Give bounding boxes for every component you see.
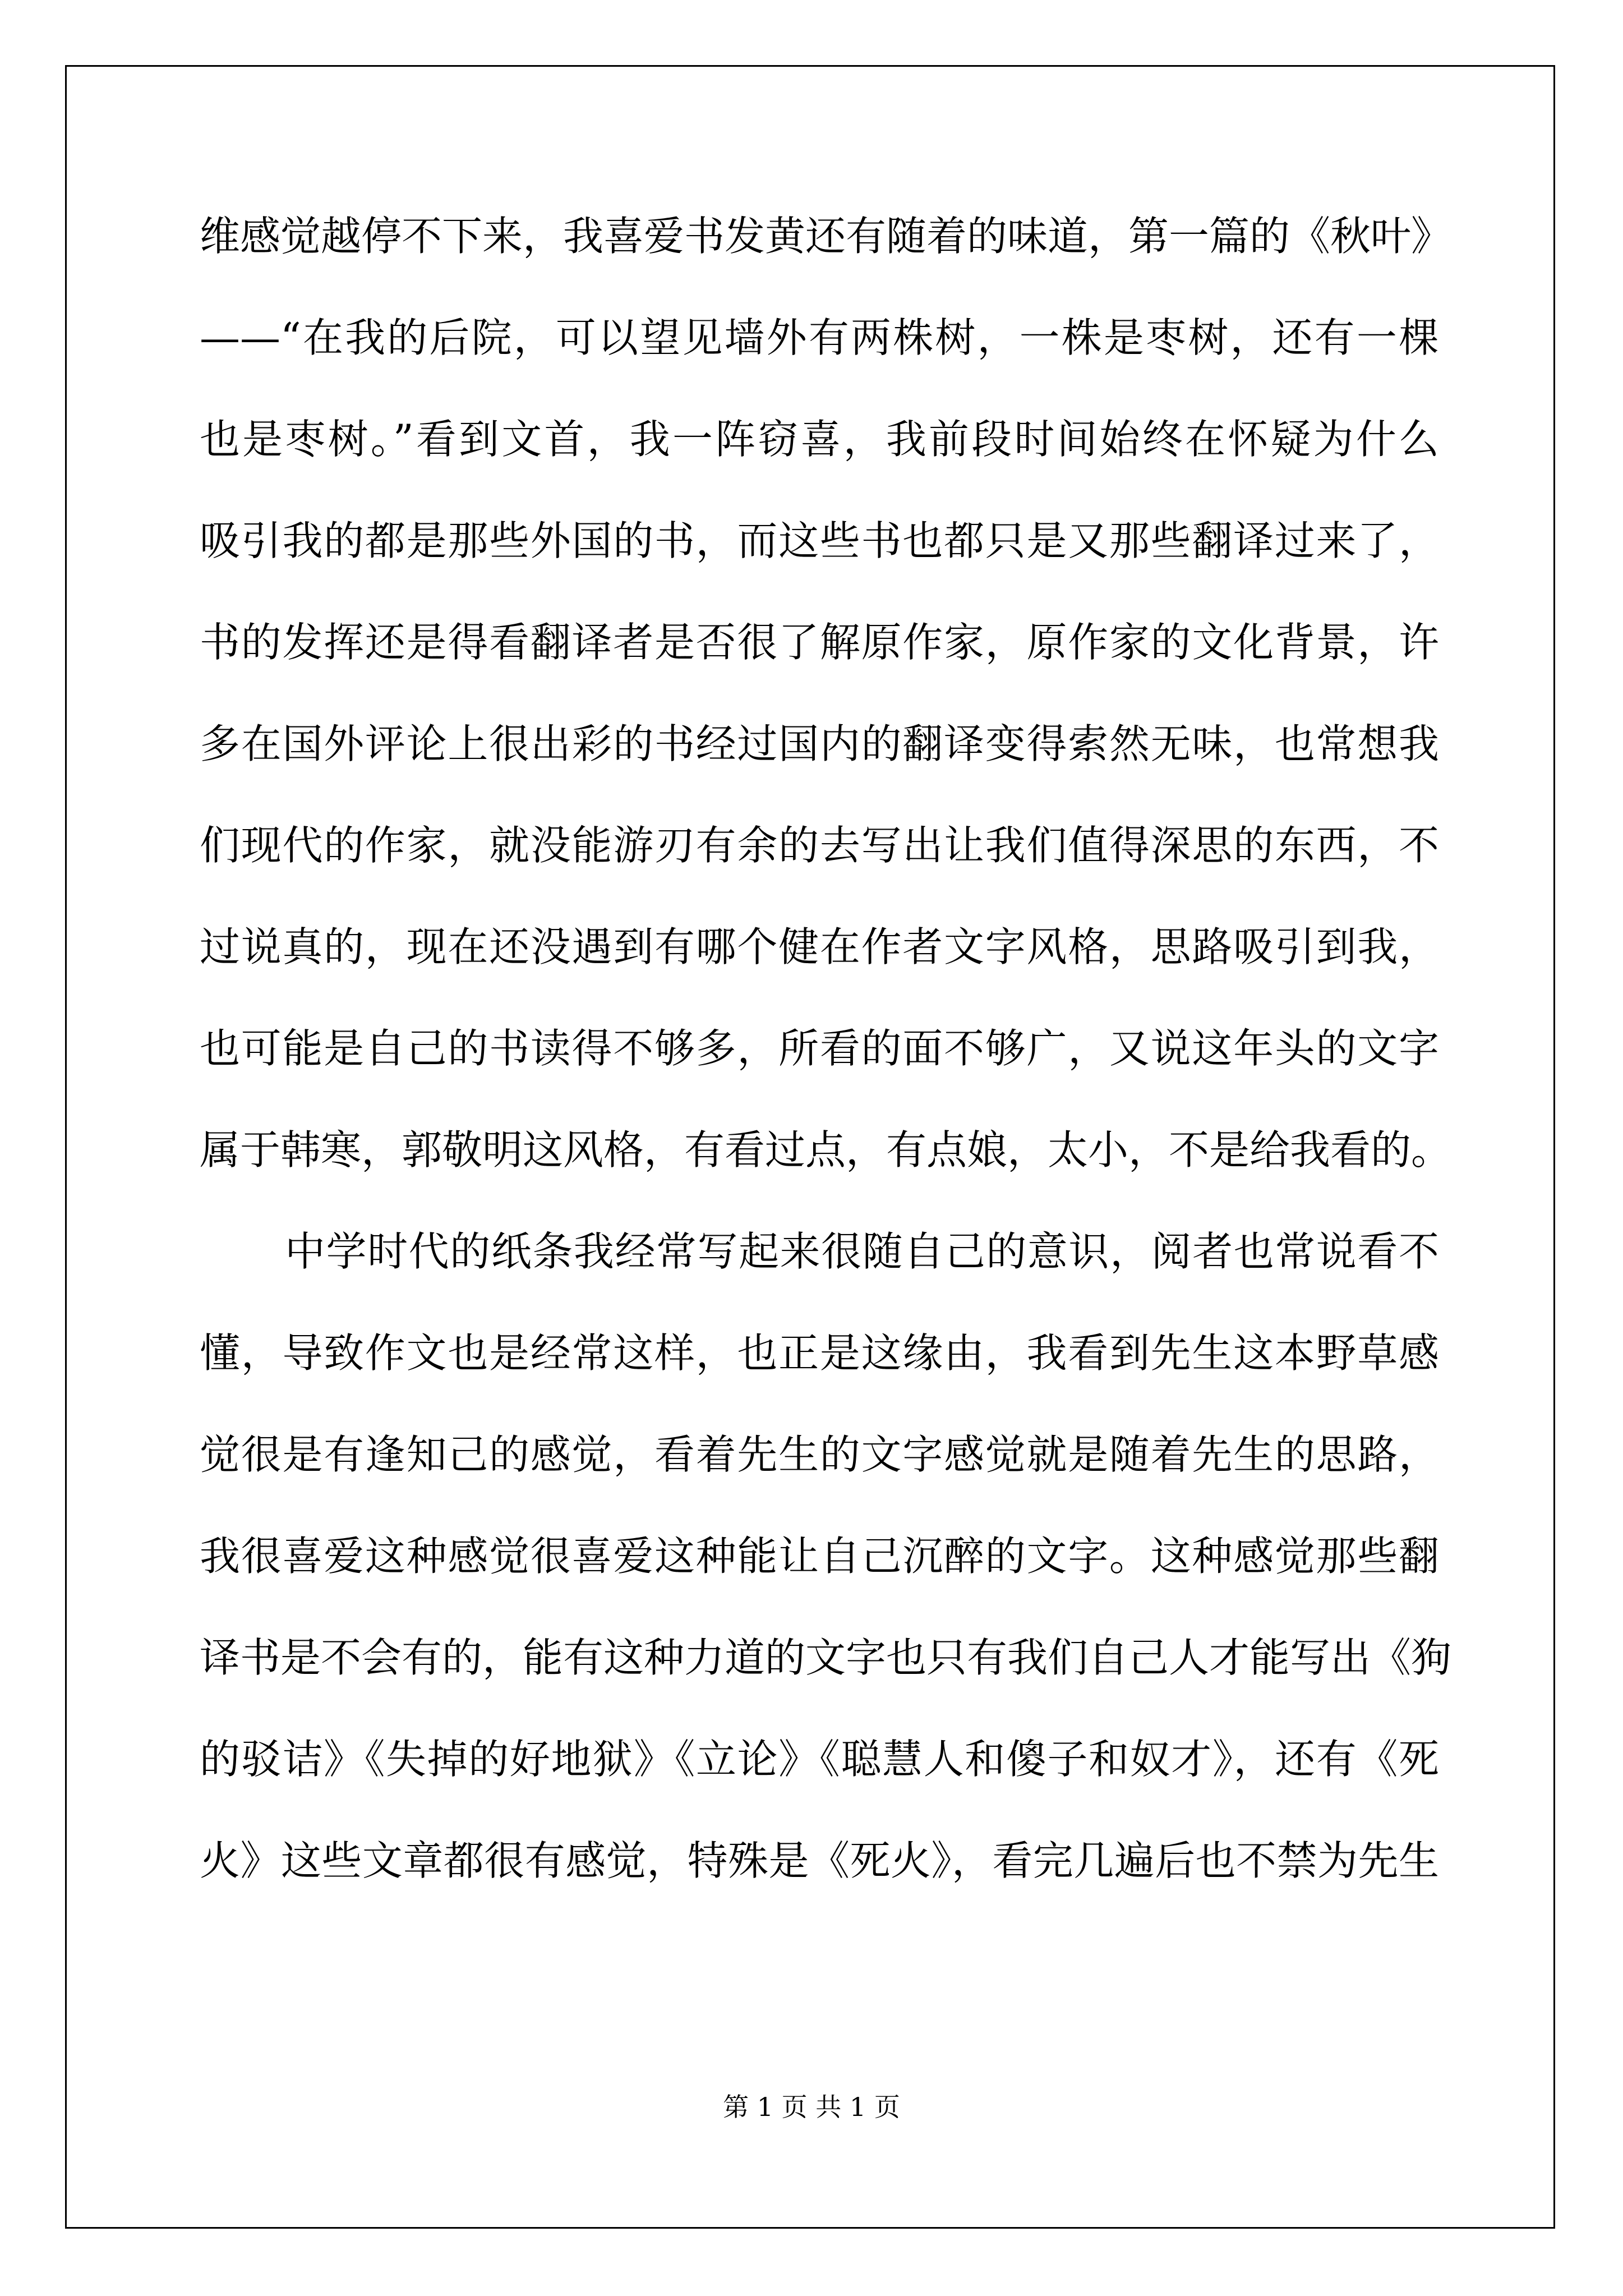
- text-line: ——“在我的后院，可以望见墙外有两株树，一株是枣树，还有一棵: [200, 314, 1439, 361]
- paragraph-first-line: 中学时代的纸条我经常写起来很随自己的意识，阅者也常说看不: [285, 1228, 1439, 1275]
- text-line: 吸引我的都是那些外国的书，而这些书也都只是又那些翻译过来了，: [200, 517, 1439, 564]
- text-line: 火》这些文章都很有感觉，特殊是《死火》，看完几遍后也不禁为先生: [200, 1837, 1439, 1884]
- text-line: 觉很是有逢知己的感觉，看着先生的文字感觉就是随着先生的思路，: [200, 1431, 1439, 1478]
- text-line: 我很喜爱这种感觉很喜爱这种能让自己沉醉的文字。这种感觉那些翻: [200, 1533, 1439, 1580]
- text-line: 多在国外评论上很出彩的书经过国内的翻译变得索然无味，也常想我: [200, 720, 1439, 767]
- text-line: 书的发挥还是得看翻译者是否很了解原作家，原作家的文化背景，许: [200, 619, 1439, 666]
- text-line: 维感觉越停不下来，我喜爱书发黄还有随着的味道，第一篇的《秋叶》: [200, 213, 1452, 260]
- text-line: 过说真的，现在还没遇到有哪个健在作者文字风格，思路吸引到我，: [200, 923, 1439, 970]
- text-line: 译书是不会有的，能有这种力道的文字也只有我们自己人才能写出《狗: [200, 1634, 1452, 1681]
- document-body: [200, 209, 1452, 1935]
- text-line: 也可能是自己的书读得不够多，所看的面不够广，又说这年头的文字: [200, 1025, 1439, 1072]
- text-line: 的驳诘》《失掉的好地狱》《立论》《聪慧人和傻子和奴才》，还有《死: [200, 1736, 1439, 1783]
- text-line: 也是枣树。”看到文首，我一阵窃喜，我前段时间始终在怀疑为什么: [200, 416, 1439, 463]
- text-line: 属于韩寒，郭敬明这风格，有看过点，有点娘，太小，不是给我看的。: [200, 1126, 1452, 1174]
- text-line: 们现代的作家，就没能游刃有余的去写出让我们值得深思的东西，不: [200, 822, 1439, 869]
- page-number-footer: 第 1 页 共 1 页: [723, 2092, 900, 2122]
- text-line: 懂，导致作文也是经常这样，也正是这缘由，我看到先生这本野草感: [200, 1329, 1439, 1377]
